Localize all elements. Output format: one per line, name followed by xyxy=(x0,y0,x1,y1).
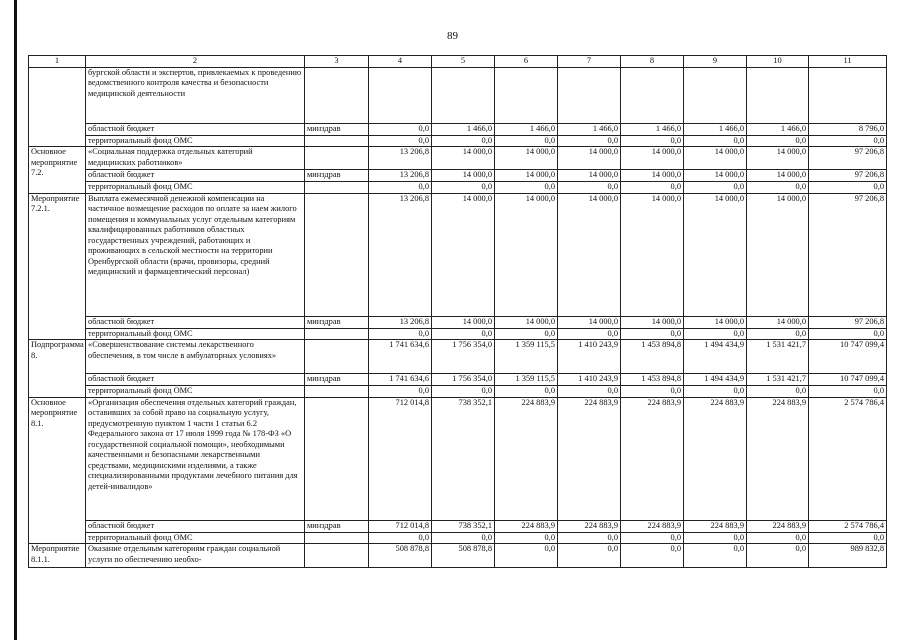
amount-cell: 1 453 894,8 xyxy=(621,374,684,386)
amount-cell: 0,0 xyxy=(684,544,747,568)
amount-cell: 0,0 xyxy=(432,532,495,544)
responsible-cell xyxy=(305,67,369,123)
item-name-cell: территориальный фонд ОМС xyxy=(86,386,305,398)
column-number: 11 xyxy=(809,56,887,68)
budget-table xyxy=(28,55,887,568)
amount-cell: 10 747 099,4 xyxy=(809,374,887,386)
amount-cell: 0,0 xyxy=(809,135,887,147)
column-number: 2 xyxy=(86,56,305,68)
amount-cell: 224 883,9 xyxy=(621,397,684,520)
amount-cell: 0,0 xyxy=(621,135,684,147)
amount-cell: 0,0 xyxy=(809,386,887,398)
amount-cell: 0,0 xyxy=(495,328,558,340)
responsible-cell xyxy=(305,340,369,374)
amount-cell: 97 206,8 xyxy=(809,316,887,328)
amount-cell: 0,0 xyxy=(747,532,809,544)
amount-cell: 0,0 xyxy=(369,182,432,194)
column-number: 6 xyxy=(495,56,558,68)
amount-cell: 14 000,0 xyxy=(495,193,558,316)
amount-cell: 0,0 xyxy=(621,328,684,340)
amount-cell: 1 466,0 xyxy=(621,123,684,135)
amount-cell: 1 453 894,8 xyxy=(621,340,684,374)
amount-cell xyxy=(747,67,809,123)
amount-cell: 1 466,0 xyxy=(684,123,747,135)
amount-cell: 1 756 354,0 xyxy=(432,340,495,374)
table-row xyxy=(29,67,887,123)
column-number: 9 xyxy=(684,56,747,68)
amount-cell xyxy=(684,67,747,123)
column-number: 7 xyxy=(558,56,621,68)
responsible-cell xyxy=(305,182,369,194)
amount-cell: 0,0 xyxy=(495,386,558,398)
column-number: 1 xyxy=(29,56,86,68)
amount-cell: 1 466,0 xyxy=(558,123,621,135)
item-name-cell: «Совершенствование системы лекарственного обеспечения, в том числе в амбулаторных условиях» xyxy=(86,340,305,374)
amount-cell: 224 883,9 xyxy=(747,520,809,532)
responsible-cell: минздрав xyxy=(305,170,369,182)
column-number: 10 xyxy=(747,56,809,68)
amount-cell: 1 756 354,0 xyxy=(432,374,495,386)
table-row xyxy=(29,170,887,182)
amount-cell: 1 741 634,6 xyxy=(369,340,432,374)
amount-cell: 14 000,0 xyxy=(684,193,747,316)
amount-cell: 97 206,8 xyxy=(809,193,887,316)
amount-cell: 738 352,1 xyxy=(432,397,495,520)
column-number: 5 xyxy=(432,56,495,68)
amount-cell: 14 000,0 xyxy=(747,193,809,316)
amount-cell: 224 883,9 xyxy=(495,520,558,532)
amount-cell: 14 000,0 xyxy=(747,316,809,328)
item-name-cell: территориальный фонд ОМС xyxy=(86,135,305,147)
amount-cell: 0,0 xyxy=(747,135,809,147)
amount-cell: 0,0 xyxy=(495,135,558,147)
amount-cell: 712 014,8 xyxy=(369,397,432,520)
item-name-cell: Оказание отдельным категориям граждан социальной услуги по обеспечению необхо- xyxy=(86,544,305,568)
amount-cell: 0,0 xyxy=(809,182,887,194)
amount-cell: 1 359 115,5 xyxy=(495,374,558,386)
amount-cell: 1 410 243,9 xyxy=(558,374,621,386)
amount-cell: 0,0 xyxy=(495,544,558,568)
amount-cell: 0,0 xyxy=(747,386,809,398)
amount-cell: 1 410 243,9 xyxy=(558,340,621,374)
amount-cell: 0,0 xyxy=(495,532,558,544)
amount-cell: 14 000,0 xyxy=(684,147,747,170)
responsible-cell xyxy=(305,386,369,398)
amount-cell: 1 494 434,9 xyxy=(684,340,747,374)
amount-cell: 14 000,0 xyxy=(558,170,621,182)
amount-cell: 0,0 xyxy=(432,182,495,194)
item-code-cell xyxy=(29,67,86,147)
amount-cell: 14 000,0 xyxy=(621,193,684,316)
table-row xyxy=(29,397,887,520)
item-name-cell: областной бюджет xyxy=(86,123,305,135)
amount-cell: 224 883,9 xyxy=(684,397,747,520)
amount-cell: 0,0 xyxy=(621,544,684,568)
amount-cell xyxy=(495,67,558,123)
item-name-cell: территориальный фонд ОМС xyxy=(86,328,305,340)
item-name-cell: «Организация обеспечения отдельных категорий граждан, оставивших за собой право на социальную услугу, предусмотренную пунктом 1 части 1 статьи 6.2 Федерального закона от 17 июля 1999 года № 178-ФЗ «О государственной социальной помощи», необходимыми качественными и безопасными лекарственными средствами, медицинскими изделиями, а также специализированными продуктами лечебного питания для детей-инвалидов» xyxy=(86,397,305,520)
amount-cell: 224 883,9 xyxy=(684,520,747,532)
responsible-cell: минздрав xyxy=(305,123,369,135)
column-number-row xyxy=(29,56,887,68)
amount-cell: 14 000,0 xyxy=(558,316,621,328)
amount-cell: 13 206,8 xyxy=(369,147,432,170)
amount-cell: 2 574 786,4 xyxy=(809,397,887,520)
item-code-cell: Мероприятие 7.2.1. xyxy=(29,193,86,340)
amount-cell: 13 206,8 xyxy=(369,170,432,182)
column-number: 8 xyxy=(621,56,684,68)
amount-cell: 738 352,1 xyxy=(432,520,495,532)
amount-cell: 2 574 786,4 xyxy=(809,520,887,532)
amount-cell: 8 796,0 xyxy=(809,123,887,135)
item-name-cell: областной бюджет xyxy=(86,316,305,328)
amount-cell: 0,0 xyxy=(369,123,432,135)
amount-cell: 14 000,0 xyxy=(558,193,621,316)
amount-cell: 0,0 xyxy=(558,386,621,398)
amount-cell: 224 883,9 xyxy=(621,520,684,532)
amount-cell: 224 883,9 xyxy=(558,520,621,532)
table-row xyxy=(29,340,887,374)
amount-cell: 14 000,0 xyxy=(432,316,495,328)
item-name-cell: областной бюджет xyxy=(86,520,305,532)
table-row xyxy=(29,193,887,316)
amount-cell: 0,0 xyxy=(621,532,684,544)
amount-cell: 0,0 xyxy=(558,182,621,194)
amount-cell: 0,0 xyxy=(684,328,747,340)
amount-cell: 14 000,0 xyxy=(621,170,684,182)
responsible-cell xyxy=(305,135,369,147)
table-row xyxy=(29,147,887,170)
item-code-cell: Подпрограмма 8. xyxy=(29,340,86,398)
amount-cell: 1 359 115,5 xyxy=(495,340,558,374)
item-code-cell: Основное мероприятие 8.1. xyxy=(29,397,86,544)
column-number: 3 xyxy=(305,56,369,68)
amount-cell: 14 000,0 xyxy=(747,147,809,170)
amount-cell: 1 466,0 xyxy=(432,123,495,135)
amount-cell: 97 206,8 xyxy=(809,170,887,182)
amount-cell: 0,0 xyxy=(621,182,684,194)
amount-cell: 0,0 xyxy=(684,386,747,398)
amount-cell xyxy=(558,67,621,123)
table-row xyxy=(29,374,887,386)
table-row xyxy=(29,123,887,135)
item-name-cell: территориальный фонд ОМС xyxy=(86,532,305,544)
amount-cell: 0,0 xyxy=(747,328,809,340)
page-binding-edge xyxy=(14,0,17,640)
amount-cell: 0,0 xyxy=(369,532,432,544)
table-row xyxy=(29,316,887,328)
amount-cell xyxy=(809,67,887,123)
amount-cell: 0,0 xyxy=(809,328,887,340)
item-name-cell: Выплата ежемесячной денежной компенсации на частичное возмещение расходов по оплате за наем жилого помещения и коммунальных услуг отдельным категориям квалифицированных работников областных государственных учреждений, работающих и проживающих в сельской местности на территории Оренбургской области (врачи, провизоры, средний медицинский и фармацевтический персонал) xyxy=(86,193,305,316)
amount-cell: 14 000,0 xyxy=(495,147,558,170)
responsible-cell: минздрав xyxy=(305,316,369,328)
amount-cell: 14 000,0 xyxy=(684,316,747,328)
table-row xyxy=(29,532,887,544)
responsible-cell: минздрав xyxy=(305,374,369,386)
amount-cell: 0,0 xyxy=(747,544,809,568)
amount-cell: 14 000,0 xyxy=(621,147,684,170)
amount-cell: 0,0 xyxy=(432,386,495,398)
amount-cell: 14 000,0 xyxy=(558,147,621,170)
responsible-cell xyxy=(305,544,369,568)
amount-cell: 0,0 xyxy=(558,135,621,147)
amount-cell: 13 206,8 xyxy=(369,316,432,328)
amount-cell: 224 883,9 xyxy=(747,397,809,520)
amount-cell: 14 000,0 xyxy=(621,316,684,328)
amount-cell: 0,0 xyxy=(369,386,432,398)
amount-cell: 1 741 634,6 xyxy=(369,374,432,386)
table-row xyxy=(29,328,887,340)
amount-cell: 0,0 xyxy=(558,532,621,544)
column-number: 4 xyxy=(369,56,432,68)
amount-cell: 14 000,0 xyxy=(432,170,495,182)
table-row xyxy=(29,182,887,194)
amount-cell: 14 000,0 xyxy=(747,170,809,182)
item-code-cell: Мероприятие 8.1.1. xyxy=(29,544,86,568)
amount-cell: 0,0 xyxy=(495,182,558,194)
amount-cell: 224 883,9 xyxy=(495,397,558,520)
amount-cell: 0,0 xyxy=(621,386,684,398)
responsible-cell xyxy=(305,397,369,520)
amount-cell: 1 494 434,9 xyxy=(684,374,747,386)
responsible-cell xyxy=(305,147,369,170)
page-number: 89 xyxy=(447,30,458,42)
item-name-cell: «Социальная поддержка отдельных категорий медицинских работников» xyxy=(86,147,305,170)
amount-cell xyxy=(621,67,684,123)
amount-cell: 97 206,8 xyxy=(809,147,887,170)
item-name-cell: областной бюджет xyxy=(86,170,305,182)
amount-cell: 14 000,0 xyxy=(495,170,558,182)
amount-cell: 989 832,8 xyxy=(809,544,887,568)
table-body xyxy=(29,67,887,568)
amount-cell: 1 466,0 xyxy=(747,123,809,135)
amount-cell: 508 878,8 xyxy=(432,544,495,568)
table-row xyxy=(29,135,887,147)
item-name-cell: областной бюджет xyxy=(86,374,305,386)
amount-cell: 1 531 421,7 xyxy=(747,340,809,374)
table-row xyxy=(29,520,887,532)
amount-cell: 508 878,8 xyxy=(369,544,432,568)
responsible-cell xyxy=(305,328,369,340)
amount-cell xyxy=(432,67,495,123)
amount-cell: 14 000,0 xyxy=(432,147,495,170)
amount-cell: 1 466,0 xyxy=(495,123,558,135)
amount-cell: 14 000,0 xyxy=(432,193,495,316)
amount-cell: 224 883,9 xyxy=(558,397,621,520)
amount-cell: 13 206,8 xyxy=(369,193,432,316)
item-code-cell: Основное мероприятие 7.2. xyxy=(29,147,86,194)
amount-cell: 14 000,0 xyxy=(495,316,558,328)
amount-cell: 0,0 xyxy=(558,328,621,340)
responsible-cell: минздрав xyxy=(305,520,369,532)
amount-cell: 0,0 xyxy=(684,532,747,544)
table-row xyxy=(29,386,887,398)
responsible-cell xyxy=(305,193,369,316)
amount-cell: 0,0 xyxy=(684,135,747,147)
amount-cell: 712 014,8 xyxy=(369,520,432,532)
amount-cell: 0,0 xyxy=(558,544,621,568)
amount-cell: 0,0 xyxy=(369,135,432,147)
amount-cell xyxy=(369,67,432,123)
item-name-cell: территориальный фонд ОМС xyxy=(86,182,305,194)
responsible-cell xyxy=(305,532,369,544)
amount-cell: 0,0 xyxy=(369,328,432,340)
amount-cell: 1 531 421,7 xyxy=(747,374,809,386)
amount-cell: 0,0 xyxy=(432,328,495,340)
amount-cell: 14 000,0 xyxy=(684,170,747,182)
amount-cell: 0,0 xyxy=(809,532,887,544)
amount-cell: 0,0 xyxy=(432,135,495,147)
table-row xyxy=(29,544,887,568)
item-name-cell: бургской области и экспертов, привлекаемых к проведению ведомственного контроля качества и безопасности медицинской деятельности xyxy=(86,67,305,123)
amount-cell: 0,0 xyxy=(747,182,809,194)
amount-cell: 10 747 099,4 xyxy=(809,340,887,374)
amount-cell: 0,0 xyxy=(684,182,747,194)
